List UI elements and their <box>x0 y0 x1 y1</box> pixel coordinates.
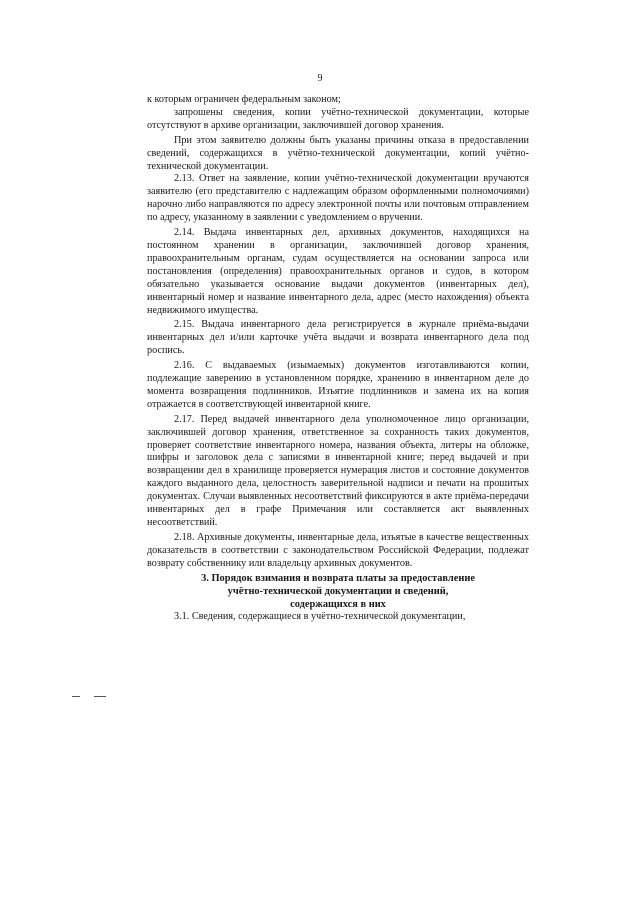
paragraph: 2.14. Выдача инвентарных дел, архивных документов, находящихся на постоянном хранении в организации, заключившей договор хранения, правоохранительным органам, судам осуществляется на основании запроса или постановления (определения) правоохранительных органов и судов, в котором обязательно указывается основание выдачи документов (инвентарных дел), инвентарный номер и название инвентарного дела, адрес (место нахождения) объекта недвижимого имущества. <box>147 227 529 316</box>
paragraph: 2.13. Ответ на заявление, копии учётно-технической документации вручаются заявителю (его представителю с надлежащим образом оформленными полномочиями) нарочно либо направляются по адресу электронной почты или почтовым отправлением по адресу, указанному в заявлении с уведомлением о вручении. <box>147 173 529 224</box>
document-body <box>147 94 529 624</box>
heading-line: 3. Порядок взимания и возврата платы за предоставление <box>201 572 475 584</box>
paragraph: 2.15. Выдача инвентарного дела регистрируется в журнале приёма-выдачи инвентарных дел и/или карточке учёта выдачи и возврата инвентарного дела под роспись. <box>147 319 529 357</box>
paragraph: При этом заявителю должны быть указаны причины отказа в предоставлении сведений, содержащихся в учётно-технической документации, копий учётно-технической документации. <box>147 134 529 172</box>
paragraph: 2.17. Перед выдачей инвентарного дела уполномоченное лицо организации, заключившей договор хранения, ответственное за сохранность таких документов, проверяет соответствие инвентарного номера, названия объекта, литеры на обложке, шифры и заголовок дела с записями в инвентарной книге; перед выдачей и при возвращении дел в хранилище проверяется нумерация листов и состояние документов каждого выданного дела, целостность заверительной надписи и печати на прошитых документах. Случаи выявленных несоответствий фиксируются в акте приёма-передачи инвентарных дел в графе Примечания или составляется акт выявленных несоответствий. <box>147 413 529 528</box>
margin-mark <box>72 696 80 697</box>
paragraph: 2.18. Архивные документы, инвентарные дела, изъятые в качестве вещественных доказательств в соответствии с законодательством Российской Федерации, подлежат возврату собственнику или владельцу архивных документов. <box>147 531 529 569</box>
margin-mark <box>94 696 106 697</box>
paragraph: запрошены сведения, копии учётно-технической документации, которые отсутствуют в архиве организации, заключившей договор хранения. <box>147 106 529 131</box>
paragraph: 2.16. С выдаваемых (изымаемых) документов изготавливаются копии, подлежащие заверению в установленном порядке, хранению в инвентарном деле до момента возвращения подлинников. Изъятие подлинников и замена их на копия отражается в соответствующей инвентарной книге. <box>147 360 529 410</box>
paragraph: к которым ограничен федеральным законом; <box>147 94 341 105</box>
paragraph: 3.1. Сведения, содержащиеся в учётно-технической документации, <box>174 610 466 622</box>
page-number: 9 <box>317 73 323 84</box>
section-heading <box>147 572 529 611</box>
heading-line: содержащихся в них <box>290 598 386 610</box>
heading-line: учётно-технической документации и сведений, <box>227 585 449 597</box>
